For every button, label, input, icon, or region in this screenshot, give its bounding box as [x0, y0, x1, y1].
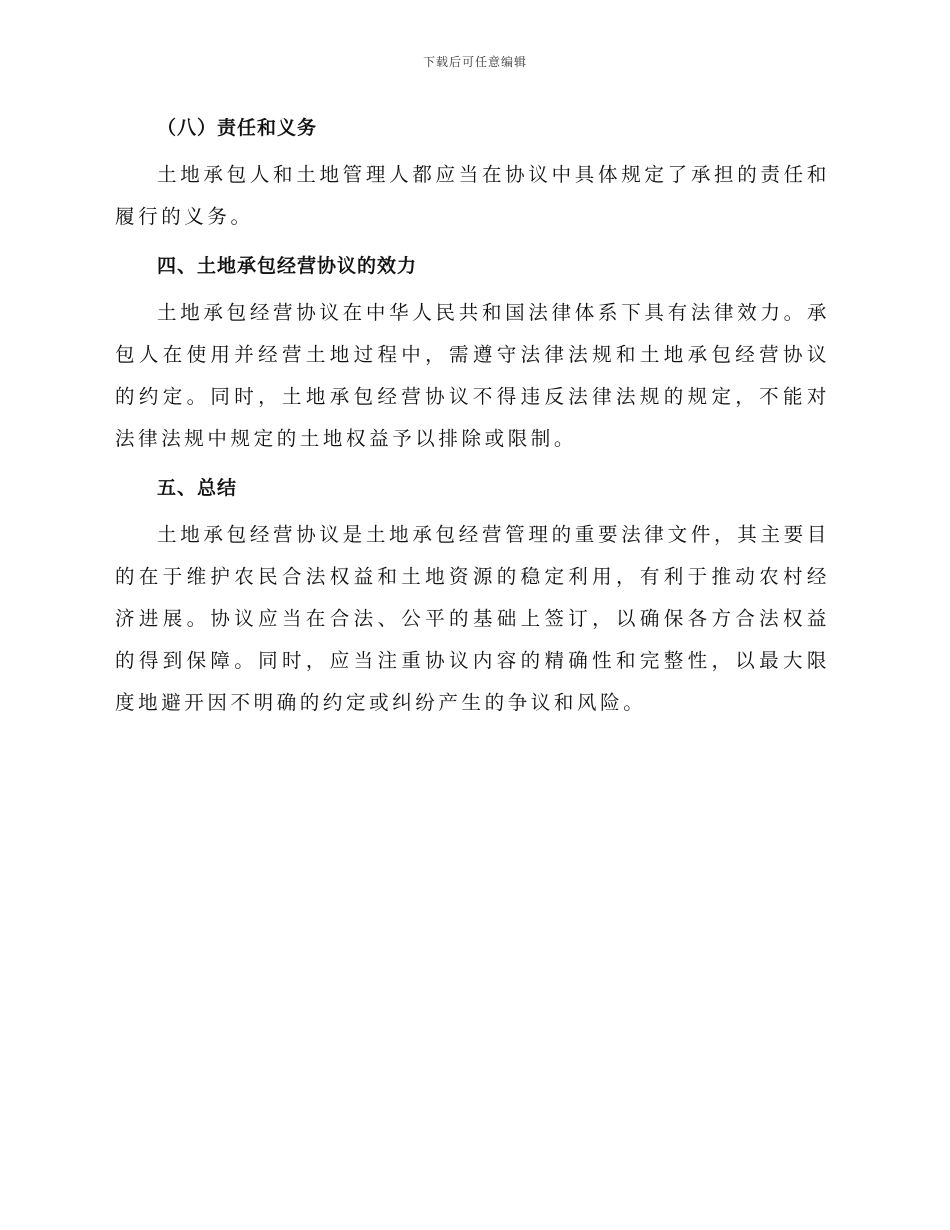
document-body: [115, 108, 830, 732]
paragraph-responsibilities: 土地承包人和土地管理人都应当在协议中具体规定了承担的责任和履行的义务。: [115, 163, 830, 228]
paragraph-validity: 土地承包经营协议在中华人民共和国法律体系下具有法律效力。承包人在使用并经营土地过程中，需遵守法律法规和土地承包经营协议的约定。同时，土地承包经营协议不得违反法律法规的规定，不能对法律法规中规定的土地权益予以排除或限制。: [115, 301, 830, 450]
section-heading-validity: 四、土地承包经营协议的效力: [157, 255, 418, 277]
section-heading-responsibilities: （八）责任和义务: [157, 117, 318, 139]
section-heading-summary: 五、总结: [157, 477, 238, 499]
paragraph-summary: 土地承包经营协议是土地承包经营管理的重要法律文件，其主要目的在于维护农民合法权益和土地资源的稳定利用，有利于推动农村经济进展。协议应当在合法、公平的基础上签订，以确保各方合法权益的得到保障。同时，应当注重协议内容的精确性和完整性，以最大限度地避开因不明确的约定或纠纷产生的争议和风险。: [115, 523, 830, 714]
page-header: 下载后可任意编辑: [422, 55, 527, 69]
